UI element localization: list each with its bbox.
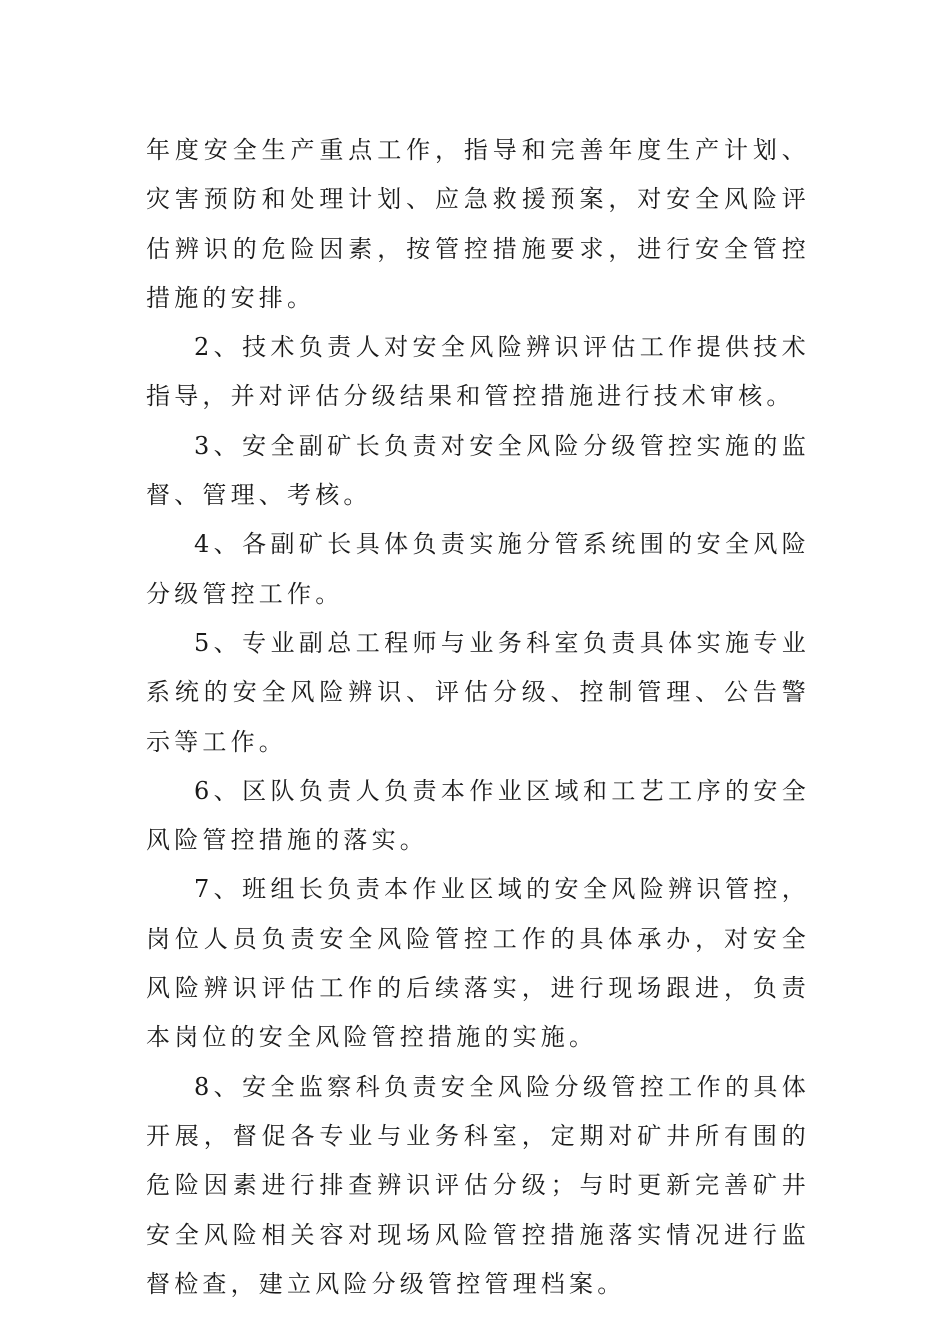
paragraph-continuation: 年度安全生产重点工作，指导和完善年度生产计划、灾害预防和处理计划、应急救援预案，对安全风险评估辨识的危险因素，按管控措施要求，进行安全管控措施的安排。: [146, 136, 810, 312]
document-body: [146, 126, 810, 1309]
paragraph-item-8: 8、安全监察科负责安全风险分级管控工作的具体开展，督促各专业与业务科室，定期对矿井所有围的危险因素进行排查辨识评估分级；与时更新完善矿井安全风险相关容对现场风险管控措施落实情况进行监督检查，建立风险分级管控管理档案。: [146, 1072, 810, 1298]
paragraph-item-4: 4、各副矿长具体负责实施分管系统围的安全风险分级管控工作。: [146, 530, 810, 608]
paragraph-item-3: 3、安全副矿长负责对安全风险分级管控实施的监督、管理、考核。: [146, 431, 810, 510]
paragraph-item-5: 5、专业副总工程师与业务科室负责具体实施专业系统的安全风险辨识、评估分级、控制管理、公告警示等工作。: [146, 628, 810, 756]
paragraph-item-7: 7、班组长负责本作业区域的安全风险辨识管控，岗位人员负责安全风险管控工作的具体承办，对安全风险辨识评估工作的后续落实，进行现场跟进，负责本岗位的安全风险管控措施的实施。: [146, 875, 810, 1052]
paragraph-item-2: 2、技术负责人对安全风险辨识评估工作提供技术指导，并对评估分级结果和管控措施进行技术审核。: [146, 333, 810, 411]
paragraph-item-6: 6、区队负责人负责本作业区域和工艺工序的安全风险管控措施的落实。: [146, 776, 810, 855]
